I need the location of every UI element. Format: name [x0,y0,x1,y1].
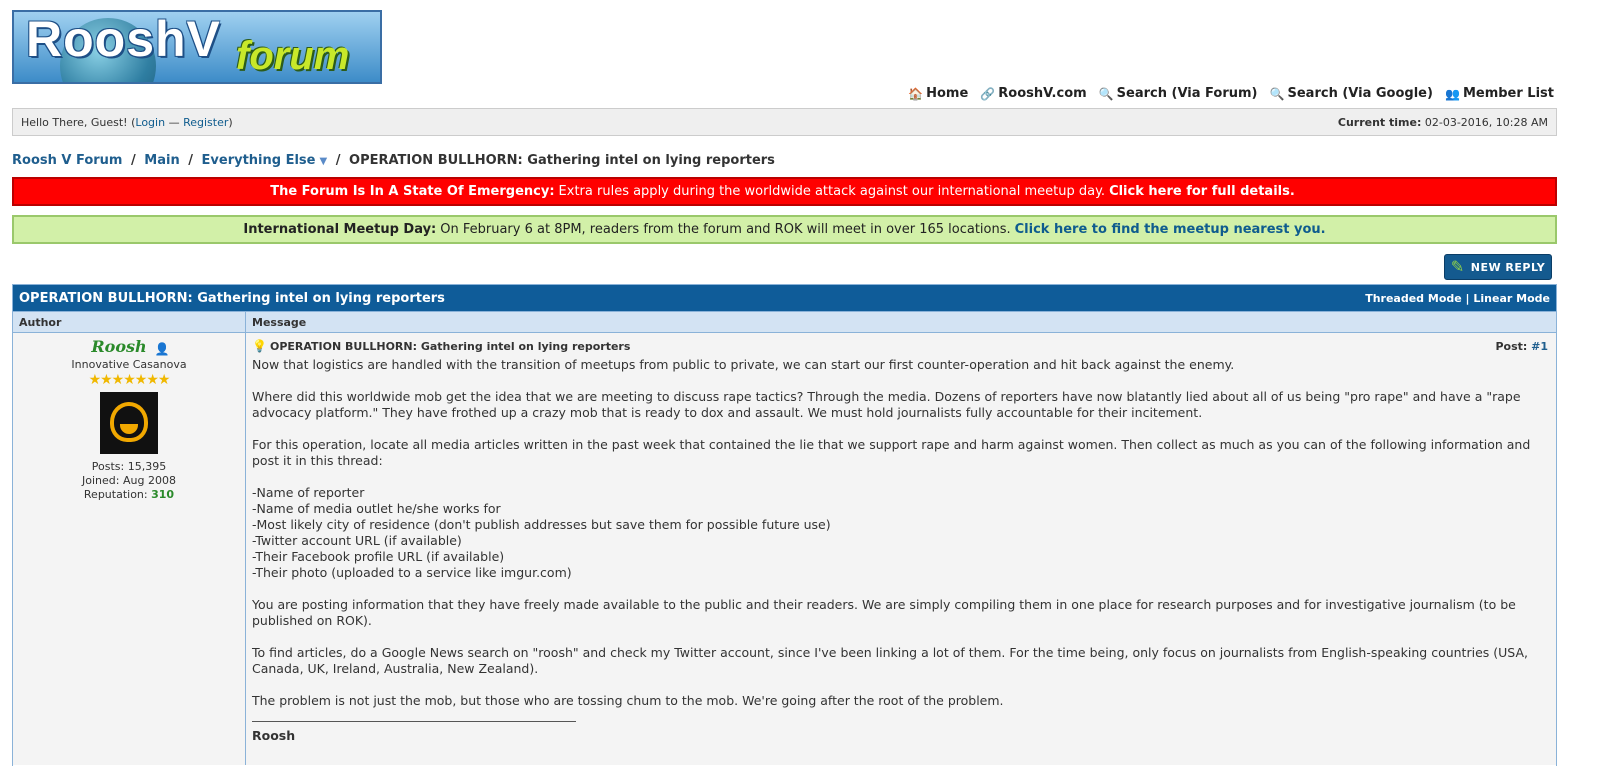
list-item: -Twitter account URL (if available) [252,533,462,548]
user-title: Innovative Casanova [71,358,187,371]
post-paragraph: For this operation, locate all media articles written in the past week that contained the lie that we support rape and harm against women. Then collect as much as you can of the following information and post it in this thread: [252,437,1531,468]
signature-divider [252,721,576,722]
register-link[interactable]: Register [183,115,229,129]
post [13,333,1556,765]
list-item: -Their Facebook profile URL (if available) [252,549,505,564]
breadcrumb-current: OPERATION BULLHORN: Gathering intel on lying reporters [349,153,775,168]
avatar-face [110,402,148,442]
welcome-bar [12,108,1557,136]
username[interactable]: Roosh [91,337,147,356]
thread-table [12,284,1557,766]
breadcrumb-forum[interactable]: Roosh V Forum [12,153,123,168]
avatar[interactable] [100,392,158,454]
post-paragraph: The problem is not just the mob, but those who are tossing chum to the mob. We're going after the root of the problem. [252,693,1004,708]
message-panel [246,333,1556,765]
breadcrumb-everything-else[interactable]: Everything Else [201,153,316,168]
user-stars: ★★★★★★★ [88,372,170,388]
post-permalink[interactable]: #1 [1531,340,1548,353]
post-paragraph: Now that logistics are handled with the transition of meetups from public to private, we can start our first counter-operation and hit back against the enemy. [252,357,1235,372]
nav-rooshv[interactable]: 🔗 RooshV.com [980,86,1087,101]
meetup-notice: International Meetup Day: On February 6 at 8PM, readers from the forum and ROK will meet in over 165 locations. Click here to find the meetup nearest you. [12,215,1557,244]
emergency-details-link[interactable]: Click here for full details. [1109,184,1295,199]
view-modes: Threaded Mode | Linear Mode [1365,291,1550,305]
list-item: -Name of reporter [252,485,365,500]
nav-search-google[interactable]: 🔍 Search (Via Google) [1269,86,1433,101]
welcome-text: Hello There, Guest! (Login — Register) [21,115,233,129]
post-number: Post: #1 [1495,340,1548,353]
forum-logo[interactable] [12,10,382,84]
linear-mode-link[interactable]: Linear Mode [1473,291,1550,305]
list-item: -Their photo (uploaded to a service like imgur.com) [252,565,572,580]
post-paragraph: To find articles, do a Google News search on "roosh" and check my Twitter account, since I've been linking a lot of them. For the time being, only focus on journalists from English-speaking countries (USA, Canada, UK, Ireland, Australia, New Zealand). [252,645,1528,676]
reputation: Reputation: 310 [83,488,175,501]
joined-date: Joined: Aug 2008 [82,474,176,487]
top-navigation [908,86,1554,101]
link-icon: 🔗 [980,86,996,101]
lightbulb-icon: 💡 [252,339,267,353]
author-panel [13,333,246,765]
list-item: -Name of media outlet he/she works for [252,501,501,516]
post-paragraph: You are posting information that they have freely made available to the public and their readers. We are simply compiling them in one place for research purposes and for investigative journalism (to be published on ROK). [252,597,1516,628]
breadcrumb-main[interactable]: Main [144,153,180,168]
offline-status-icon: 👤 [154,342,170,356]
home-icon: 🏠 [908,86,924,101]
signature: Roosh [252,728,296,743]
members-icon: 👥 [1444,86,1460,101]
new-reply-button[interactable]: ✎ NEW REPLY [1444,254,1552,280]
post-count: Posts: 15,395 [91,460,167,473]
current-time: Current time: 02-03-2016, 10:28 AM [1337,115,1548,129]
logo-text: RooshV [26,11,221,67]
info-list [252,485,1550,581]
post-subject: 💡 OPERATION BULLHORN: Gathering intel on lying reporters [252,339,631,353]
search-icon: 🔍 [1269,86,1285,101]
login-link[interactable]: Login [135,115,166,129]
threaded-mode-link[interactable]: Threaded Mode [1365,291,1462,305]
reputation-value[interactable]: 310 [151,488,175,501]
logo-forum-text: forum [236,34,350,78]
chevron-down-icon[interactable]: ▼ [319,156,328,167]
meetup-link[interactable]: Click here to find the meetup nearest you. [1014,222,1326,237]
thread-header [13,285,1556,311]
post-paragraph: Where did this worldwide mob get the idea that we are meeting to discuss rape tactics? Through the media. Dozens of reporters have now blatantly lied about all of us being "pro rape" and have a "rape advocacy platform." They have frothed up a crazy mob that is ready to dox and assault. We must hold journalists fully accountable for their incitement. [252,389,1521,420]
list-item: -Most likely city of residence (don't publish addresses but save them for possible future use) [252,517,831,532]
emergency-notice: The Forum Is In A State Of Emergency: Extra rules apply during the worldwide attack against our international meetup day. Click here for full details. [12,177,1557,206]
column-header [13,311,1556,333]
author-column-header: Author [13,312,246,332]
breadcrumb: Roosh V Forum / Main / Everything Else ▼ / OPERATION BULLHORN: Gathering intel on lying reporters [12,153,775,168]
nav-member-list[interactable]: 👥 Member List [1444,86,1554,101]
message-column-header: Message [252,316,307,329]
thread-title: OPERATION BULLHORN: Gathering intel on lying reporters [19,290,445,306]
reply-icon: ✎ [1450,257,1465,276]
nav-search-forum[interactable]: 🔍 Search (Via Forum) [1098,86,1258,101]
search-icon: 🔍 [1098,86,1114,101]
nav-home[interactable]: 🏠 Home [908,86,969,101]
